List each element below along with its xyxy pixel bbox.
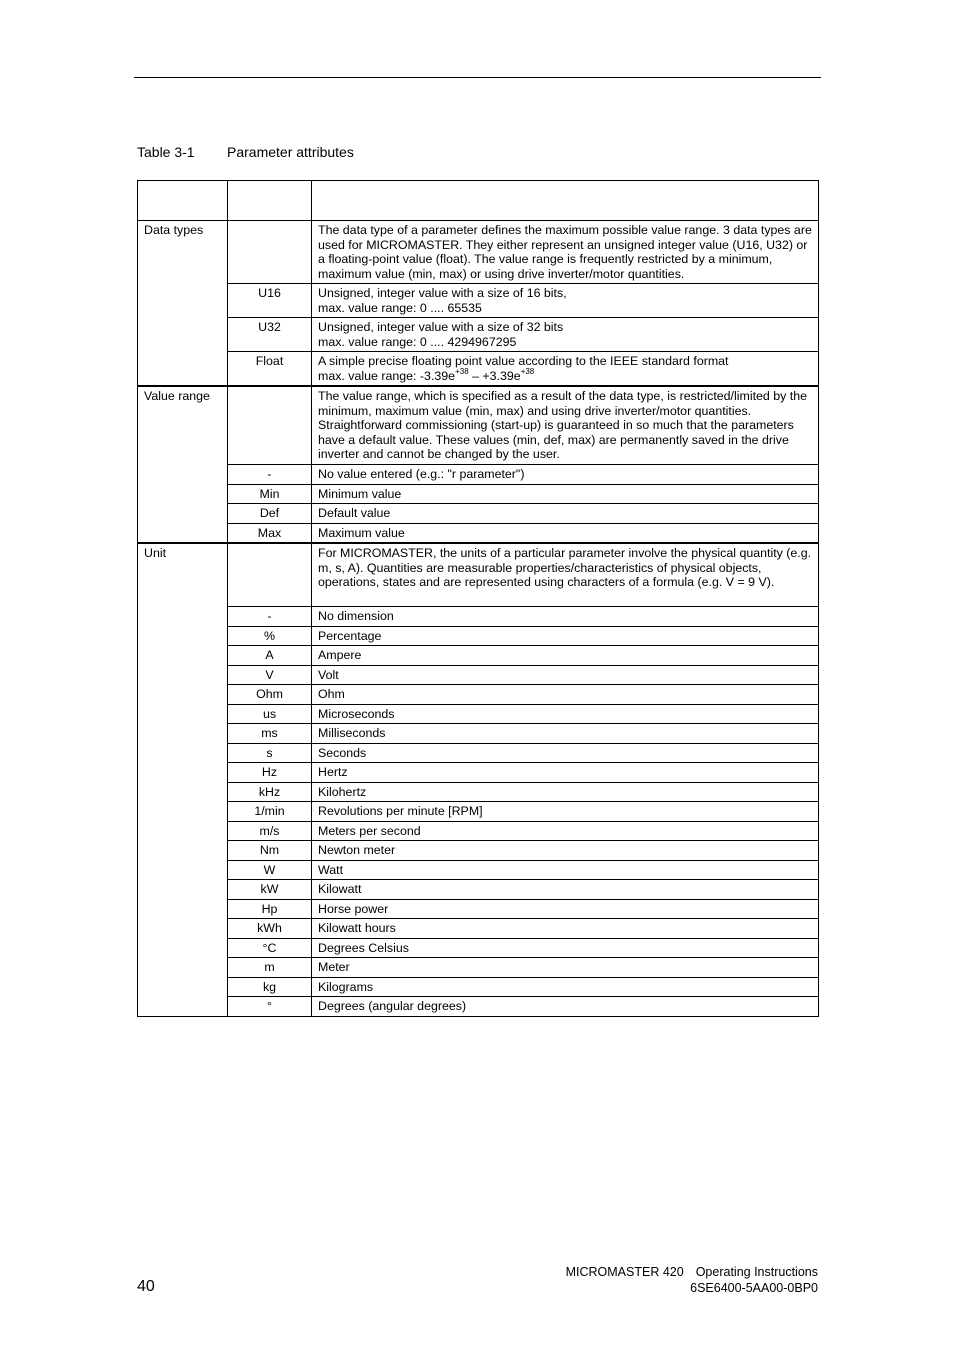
description-line: Unsigned, integer value with a size of 32 bits bbox=[318, 320, 564, 334]
table-row bbox=[138, 763, 819, 783]
header-cell bbox=[312, 181, 819, 221]
description-cell: Ampere bbox=[312, 646, 819, 666]
table-row bbox=[138, 626, 819, 646]
description-cell: No value entered (e.g.: "r parameter") bbox=[312, 465, 819, 485]
exponent: +38 bbox=[520, 366, 535, 376]
table-row bbox=[138, 504, 819, 524]
table-row bbox=[138, 899, 819, 919]
description-cell: Revolutions per minute [RPM] bbox=[312, 802, 819, 822]
code-cell: U16 bbox=[228, 284, 312, 318]
product-name: MICROMASTER 420 bbox=[565, 1265, 684, 1279]
table-header-row bbox=[138, 181, 819, 221]
description-cell: The value range, which is specified as a result of the data type, is restricted/limited by the minimum, maximum value (min, max) and using drive inverter/motor quantities. Straightforward commissioning (start-up) is guaranteed in so much that the parameters have a default value. These values (min, def, max) are permanently saved in the drive inverter and cannot be changed by the user. bbox=[312, 386, 819, 465]
description-cell bbox=[312, 284, 819, 318]
description-cell: Kilograms bbox=[312, 977, 819, 997]
code-cell: Hz bbox=[228, 763, 312, 783]
code-cell: m bbox=[228, 958, 312, 978]
code-cell: 1/min bbox=[228, 802, 312, 822]
description-cell: For MICROMASTER, the units of a particular parameter involve the physical quantity (e.g. m, s, A). Quantities are measurable properties/characteristics of physical objects, operations, states and are represented using characters of a formula (e.g. V = 9 V). bbox=[312, 543, 819, 607]
description-line: max. value range: 0 .... 65535 bbox=[318, 300, 482, 315]
code-cell: m/s bbox=[228, 821, 312, 841]
table-row bbox=[138, 860, 819, 880]
description-cell: Milliseconds bbox=[312, 724, 819, 744]
table-row bbox=[138, 221, 819, 284]
description-cell bbox=[312, 318, 819, 352]
page-number: 40 bbox=[137, 1278, 155, 1295]
description-cell: Volt bbox=[312, 665, 819, 685]
table-row bbox=[138, 821, 819, 841]
table-row bbox=[138, 802, 819, 822]
description-line: Unsigned, integer value with a size of 16 bits, bbox=[318, 286, 567, 300]
description-cell: Kilohertz bbox=[312, 782, 819, 802]
parameter-attributes-table bbox=[137, 180, 819, 1017]
table-row bbox=[138, 318, 819, 352]
description-cell bbox=[312, 352, 819, 387]
code-cell: s bbox=[228, 743, 312, 763]
description-cell: Seconds bbox=[312, 743, 819, 763]
code-cell: ° bbox=[228, 997, 312, 1017]
description-cell: Ohm bbox=[312, 685, 819, 705]
description-cell: Default value bbox=[312, 504, 819, 524]
table-row bbox=[138, 919, 819, 939]
description-cell: Hertz bbox=[312, 763, 819, 783]
code-cell bbox=[228, 386, 312, 465]
header-rule bbox=[134, 77, 821, 78]
description-cell: Maximum value bbox=[312, 523, 819, 543]
code-cell: Float bbox=[228, 352, 312, 387]
table-row bbox=[138, 465, 819, 485]
code-cell: Nm bbox=[228, 841, 312, 861]
code-cell: kHz bbox=[228, 782, 312, 802]
exponent: +38 bbox=[455, 366, 469, 376]
table-row bbox=[138, 997, 819, 1017]
code-cell: Def bbox=[228, 504, 312, 524]
range-prefix: max. value range: -3.39e bbox=[318, 368, 456, 383]
header-cell bbox=[138, 181, 228, 221]
code-cell: % bbox=[228, 626, 312, 646]
section-label: Data types bbox=[138, 221, 228, 387]
range-mid: – +3.39e bbox=[468, 368, 521, 383]
table-row bbox=[138, 685, 819, 705]
description-cell: Microseconds bbox=[312, 704, 819, 724]
code-cell: Ohm bbox=[228, 685, 312, 705]
table-title: Parameter attributes bbox=[227, 144, 354, 160]
description-line: A simple precise floating point value according to the IEEE standard format bbox=[318, 354, 729, 368]
description-cell: Degrees (angular degrees) bbox=[312, 997, 819, 1017]
table-row bbox=[138, 646, 819, 666]
header-cell bbox=[228, 181, 312, 221]
code-cell: A bbox=[228, 646, 312, 666]
code-cell: Max bbox=[228, 523, 312, 543]
table-row bbox=[138, 386, 819, 465]
table-row bbox=[138, 958, 819, 978]
footer-info bbox=[566, 1264, 818, 1296]
code-cell: kWh bbox=[228, 919, 312, 939]
table-row bbox=[138, 484, 819, 504]
description-cell: Kilowatt hours bbox=[312, 919, 819, 939]
table-row bbox=[138, 880, 819, 900]
document-type: Operating Instructions bbox=[695, 1265, 818, 1279]
section-label: Value range bbox=[138, 386, 228, 543]
code-cell: Hp bbox=[228, 899, 312, 919]
table-row bbox=[138, 543, 819, 607]
table-row bbox=[138, 665, 819, 685]
table-row bbox=[138, 284, 819, 318]
code-cell: ms bbox=[228, 724, 312, 744]
description-cell: The data type of a parameter defines the maximum possible value range. 3 data types are used for MICROMASTER. They either represent an unsigned integer value (U16, U32) or a floating-point value (float). The value range is frequently restricted by a minimum, maximum value (min, max) or using drive inverter/motor quantities. bbox=[312, 221, 819, 284]
table-row bbox=[138, 352, 819, 387]
table-row bbox=[138, 523, 819, 543]
table-number: Table 3-1 bbox=[137, 144, 195, 160]
table-caption bbox=[137, 144, 354, 160]
code-cell: °C bbox=[228, 938, 312, 958]
description-cell: Kilowatt bbox=[312, 880, 819, 900]
code-cell: - bbox=[228, 465, 312, 485]
code-cell: U32 bbox=[228, 318, 312, 352]
code-cell: kW bbox=[228, 880, 312, 900]
table-row bbox=[138, 938, 819, 958]
description-cell: Newton meter bbox=[312, 841, 819, 861]
description-cell: Percentage bbox=[312, 626, 819, 646]
description-cell: Meter bbox=[312, 958, 819, 978]
code-cell bbox=[228, 543, 312, 607]
description-cell: Watt bbox=[312, 860, 819, 880]
code-cell: W bbox=[228, 860, 312, 880]
code-cell bbox=[228, 221, 312, 284]
table-row bbox=[138, 841, 819, 861]
section-label: Unit bbox=[138, 543, 228, 1016]
description-cell: Meters per second bbox=[312, 821, 819, 841]
description-cell: Degrees Celsius bbox=[312, 938, 819, 958]
description-cell: Horse power bbox=[312, 899, 819, 919]
description-cell: No dimension bbox=[312, 607, 819, 627]
code-cell: kg bbox=[228, 977, 312, 997]
code-cell: V bbox=[228, 665, 312, 685]
code-cell: us bbox=[228, 704, 312, 724]
code-cell: - bbox=[228, 607, 312, 627]
table-row bbox=[138, 724, 819, 744]
code-cell: Min bbox=[228, 484, 312, 504]
order-number: 6SE6400-5AA00-0BP0 bbox=[690, 1281, 818, 1295]
table-row bbox=[138, 704, 819, 724]
table-row bbox=[138, 782, 819, 802]
description-line: max. value range: 0 .... 4294967295 bbox=[318, 334, 517, 349]
table-row bbox=[138, 977, 819, 997]
table-row bbox=[138, 607, 819, 627]
description-cell: Minimum value bbox=[312, 484, 819, 504]
table-row bbox=[138, 743, 819, 763]
